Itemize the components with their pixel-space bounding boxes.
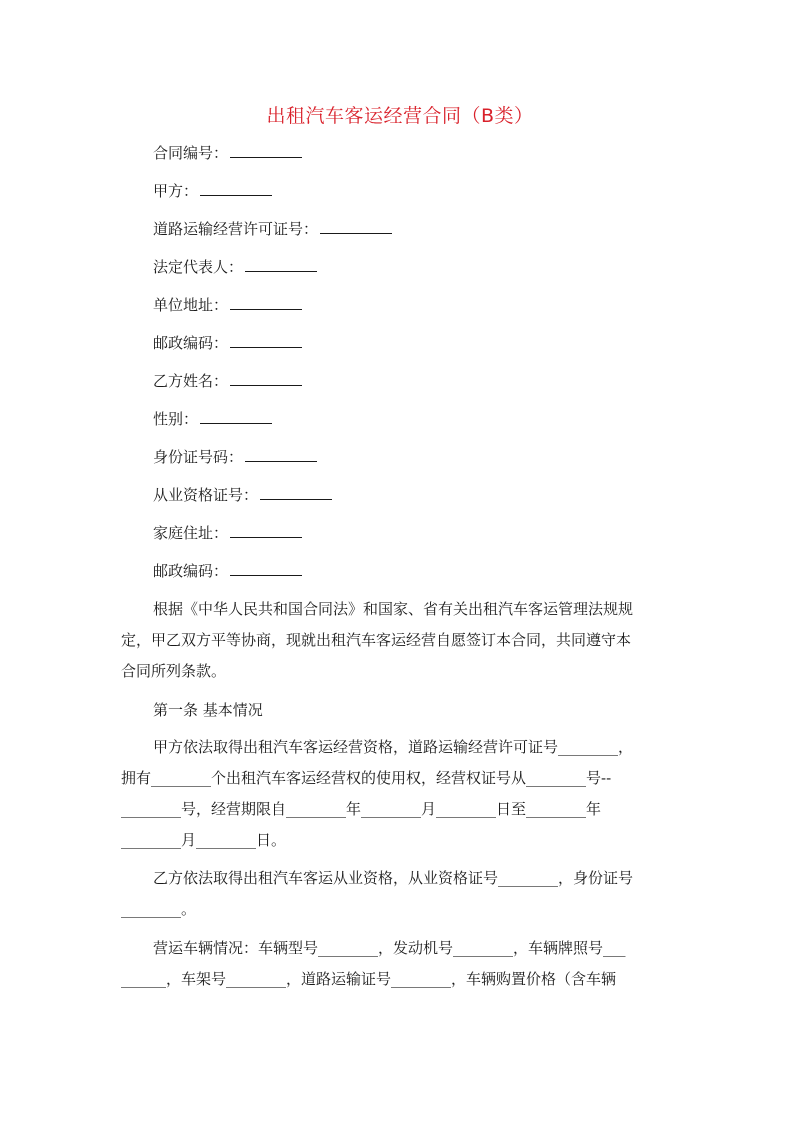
blank-line bbox=[230, 332, 302, 348]
intro-paragraph bbox=[121, 594, 679, 687]
field-party-b-name bbox=[153, 370, 302, 392]
field-label: 单位地址： bbox=[153, 296, 229, 314]
blank-line bbox=[230, 370, 302, 386]
field-id-number bbox=[153, 446, 317, 468]
field-home-address bbox=[153, 522, 302, 544]
field-qualification-cert bbox=[153, 484, 332, 506]
field-transport-license bbox=[153, 218, 392, 240]
field-label: 乙方姓名： bbox=[153, 372, 229, 390]
section-heading bbox=[121, 695, 679, 726]
text-line: 根据《中华人民共和国合同法》和国家、省有关出租汽车客运管理法规规 bbox=[153, 600, 634, 618]
text-line: 定，甲乙双方平等协商，现就出租汽车客运经营自愿签订本合同，共同遵守本 bbox=[121, 631, 632, 649]
blank-line bbox=[230, 142, 302, 158]
field-label: 道路运输经营许可证号： bbox=[153, 220, 319, 238]
section-1-heading: 第一条 基本情况 bbox=[153, 701, 263, 719]
paragraph-party-a-info bbox=[121, 732, 679, 856]
field-contract-number bbox=[153, 142, 302, 164]
blank-line bbox=[230, 560, 302, 576]
blank-line bbox=[200, 180, 272, 196]
text-line: 乙方依法取得出租汽车客运从业资格，从业资格证号________，身份证号 bbox=[153, 869, 634, 887]
field-party-a bbox=[153, 180, 272, 202]
text-line: 甲方依法取得出租汽车客运经营资格，道路运输经营许可证号________， bbox=[153, 738, 634, 756]
paragraph-party-b-info bbox=[121, 863, 679, 925]
text-line: 营运车辆情况：车辆型号________，发动机号________，车辆牌照号___ bbox=[153, 939, 626, 957]
field-label: 合同编号： bbox=[153, 144, 229, 162]
blank-line bbox=[245, 256, 317, 272]
text-line: ________。 bbox=[121, 900, 197, 918]
field-label: 甲方： bbox=[153, 182, 199, 200]
field-label: 身份证号码： bbox=[153, 448, 244, 466]
field-legal-representative bbox=[153, 256, 317, 278]
field-label: 法定代表人： bbox=[153, 258, 244, 276]
blank-line bbox=[245, 446, 317, 462]
text-line: ______，车架号________，道路运输证号________，车辆购置价格（含车辆 bbox=[121, 970, 617, 988]
blank-line bbox=[230, 294, 302, 310]
document-title: 出租汽车客运经营合同（B类） bbox=[266, 105, 534, 127]
field-label: 从业资格证号： bbox=[153, 486, 259, 504]
text-line: ________月________日。 bbox=[121, 831, 287, 849]
text-line: 合同所列条款。 bbox=[121, 662, 227, 680]
blank-line bbox=[230, 522, 302, 538]
field-label: 性别： bbox=[153, 410, 199, 428]
field-label: 邮政编码： bbox=[153, 562, 229, 580]
field-label: 邮政编码： bbox=[153, 334, 229, 352]
blank-line bbox=[320, 218, 392, 234]
paragraph-vehicle-info bbox=[121, 933, 679, 995]
text-line: 拥有________个出租汽车客运经营权的使用权，经营权证号从________号-- bbox=[121, 769, 612, 787]
field-label: 家庭住址： bbox=[153, 524, 229, 542]
text-line: ________号，经营期限自________年________月________日至________年 bbox=[121, 800, 602, 818]
field-postal-code-b bbox=[153, 560, 302, 582]
blank-line bbox=[260, 484, 332, 500]
blank-line bbox=[200, 408, 272, 424]
field-postal-code-a bbox=[153, 332, 302, 354]
field-company-address bbox=[153, 294, 302, 316]
field-gender bbox=[153, 408, 272, 430]
